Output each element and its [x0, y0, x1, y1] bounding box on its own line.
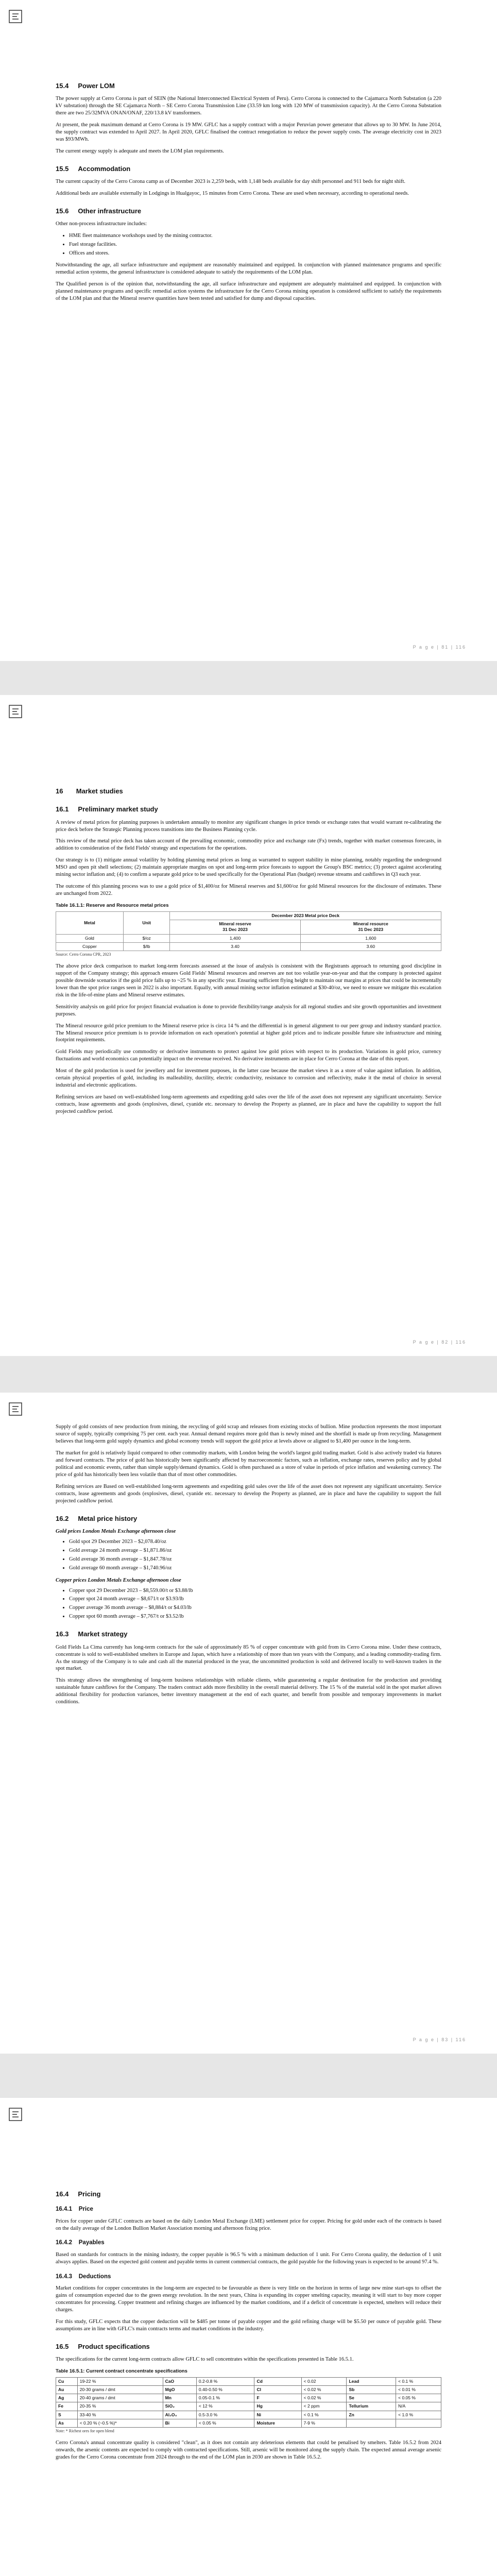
table-cell: MgO: [163, 2385, 196, 2394]
table-cell: < 0.05 %: [396, 2394, 441, 2402]
paragraph: The outcome of this planning process was to use a gold price of $1,400/oz for Mineral reserves and $1,600/oz for gold Mineral resources for the disclosure of estimates. These are unchanged from 2022.: [56, 884, 441, 897]
table-cell: N/A: [396, 2402, 441, 2411]
table-row: [56, 2402, 441, 2411]
subsection-heading: 16.4.1 Price: [56, 2206, 93, 2213]
list-item: • Gold spot 29 December 2023 – $2,078.40/oz: [69, 1538, 441, 1546]
table-cell: 0.05-0.1 %: [196, 2394, 254, 2402]
table-caption: Table 16.1.1: Reserve and Resource metal prices: [56, 903, 169, 909]
table-cell: As: [56, 2419, 78, 2428]
table-cell: 0.5-3.0 %: [196, 2411, 254, 2419]
table-cell: < 0.02: [301, 2377, 347, 2385]
section-heading: 16.3 Market strategy: [56, 1630, 128, 1638]
paragraph: Cerro Corona's annual concentrate quality is considered "clean", as it does not contain any deleterious elements that could be penalised by smelters. Table 16.5.2 from 2024 onwards, the arsenic contents are expected to comply with contracted specifications. Still, arsenic will be monitored along the supply chain. The expected annual average arsenic grades for the Cerro Corona concentrate from 2024 through to the end of the LOM plan in 2030 are shown in Table 16.5.2.: [56, 2439, 441, 2460]
table-cell: < 0.1 %: [396, 2377, 441, 2385]
table-cell: Tellurium: [347, 2402, 396, 2411]
table-header: Mineral reserve 31 Dec 2023: [170, 920, 300, 935]
table-cell: $/lb: [123, 942, 170, 951]
paragraph: Sensitivity analysis on gold price for project financial evaluation is done to provide flexibility/range analysis for all regional studies and site growth opportunities and investment purposes.: [56, 1004, 441, 1017]
subsection-heading: 16.4.2 Payables: [56, 2240, 105, 2246]
paragraph: The market for gold is relatively liquid compared to other commodity markets, with London being the world's largest gold trading market. Gold is also actively traded via futures and forward contracts. The price of gold has historically been significantly affected by macroeconomic factors, such as inflation, exchange rates, reserves policy and by global political and economic events, rather than simple supply/demand dynamics. Gold is often purchased as a store of value in periods of price inflation and weakening currency. The price of gold has historically been less volatile than that of most other commodities.: [56, 1450, 441, 1478]
section-heading: 16.2 Metal price history: [56, 1514, 138, 1522]
paragraph: At present, the peak maximum demand at Cerro Corona is 19 MW. GFLC has a supply contract with a major Peruvian power generator that allows up to 30 MW. In June 2014, the supply contract was extended to April 2027. In April 2020, GFLC finalised the contract renegotiation to reduce the power supply costs. The average electricity cost in 2023 was $93/MWh.: [56, 122, 441, 143]
table-cell: 20-35 %: [77, 2402, 163, 2411]
paragraph: This strategy allows the strengthening of long-term business relationships with reliable clients, while guaranteeing a regular destination for the production and providing sustainable future cashflows for the Company. The traders contract adds more flexibility in the overall material delivery. The 15 % of the material sold in the spot market allows additional flexibility for production variances, better inventory management at the end of each quarter, and benefit from possible and temporary improvements in market conditions.: [56, 1677, 441, 1705]
concentrate-spec-table: [56, 2377, 441, 2428]
table-cell: Lead: [347, 2377, 396, 2385]
gold-fields-logo-icon: [8, 9, 23, 24]
paragraph: The Qualified person is of the opinion that, notwithstanding the age, all surface infrastructure and equipment are adequately maintained and equipped. In conjunction with planned maintenance programs and specific remedial action systems the infrastructure for the Cerro Corona mining operation is considered sufficient to satisfy the requirements of the LOM plan and that the Mineral reserve quantities have been tested and satisfied for dump and disposal capacities.: [56, 281, 441, 302]
section-heading: 15.4 Power LOM: [56, 82, 115, 90]
table-cell: 33-40 %: [77, 2411, 163, 2419]
table-cell: 0.2-0.8 %: [196, 2377, 254, 2385]
gold-fields-logo-icon: [8, 704, 23, 719]
chapter-heading: 16 Market studies: [56, 787, 123, 795]
table-caption: Table 16.5.1: Current contract concentrate specifications: [56, 2368, 187, 2374]
table-cell: < 1.0 %: [396, 2411, 441, 2419]
table-row: [56, 2385, 441, 2394]
table-cell: < 12 %: [196, 2402, 254, 2411]
table-cell: 20-40 grams / dmt: [77, 2394, 163, 2402]
page-number: P a g e | 81 | 116: [413, 645, 466, 650]
table-header: Unit: [123, 911, 170, 934]
table-cell: Ag: [56, 2394, 78, 2402]
table-cell: Au: [56, 2385, 78, 2394]
paragraph: The above price deck comparison to market long-term forecasts assessed at the issue of analysis is consistent with the Registrants approach to returning good discipline in support of the Company strategy; this approach ensures Gold Fields' Mineral resources and reserves are not too volatile year-on-year and that the company is protected against possible downside scenarios if the gold price falls up to ~25 % in any specific year. Ensuring sufficient flying height to maintain our margins at prices that could be incrementally lower than the spot price ranges seen in 2022 is also important. Equally, with annual mining sector inflation estimated at $30-40/oz, we need to ensure we mitigate this escalation risk in the life-of-mine plans and Mineral reserve estimates.: [56, 963, 441, 998]
list-item: • HME fleet maintenance workshops used by the mining contractor.: [69, 232, 441, 240]
table-cell: 3.60: [300, 942, 441, 951]
section-heading: 16.5 Product specifications: [56, 2342, 150, 2350]
list-item: • Offices and stores.: [69, 250, 441, 257]
section-heading: 16.1 Preliminary market study: [56, 805, 158, 814]
table-row: [56, 2394, 441, 2402]
page-4: [0, 2098, 497, 2576]
paragraph: Most of the gold production is used for jewellery and for investment purposes, in the latter case because the market views it as a store of value against inflation. In addition, certain physical properties of gold, including its malleability, ductility, electric conductivity, resistance to corrosion and reflectivity, make it the metal of choice in several industrial and electronic applications.: [56, 1068, 441, 1089]
table-row: [56, 2419, 441, 2428]
subsection-heading: 16.4.3 Deductions: [56, 2273, 111, 2280]
list-item: • Copper average 36 month average – $8,884/t or $4.03/lb: [69, 1604, 441, 1612]
table-cell: [347, 2419, 396, 2428]
paragraph: The specifications for the current long-term contracts allow GFLC to sell concentrates within the specifications presented in Table 16.5.1.: [56, 2356, 354, 2362]
table-cell: [396, 2419, 441, 2428]
list-item: • Copper spot 60 month average – $7,767/t or $3.52/lb: [69, 1613, 441, 1620]
list-item: • Gold average 60 month average – $1,740.96/oz: [69, 1565, 441, 1572]
paragraph: Based on standards for contracts in the mining industry, the copper payable is 96.5 % with a minimum deduction of 1 unit. For Cerro Corona quality, the deduction of 1 unit always applies. Based on the expected gold content and payable terms in current commercial contracts, the gold payable for the following years is expected to be around 97.4 %.: [56, 2251, 441, 2265]
page-1: [0, 0, 497, 661]
gold-fields-logo-icon: [8, 2107, 23, 2122]
table-cell: Sb: [347, 2385, 396, 2394]
page-number: P a g e | 82 | 116: [413, 1340, 466, 1345]
table-cell: 1,600: [300, 934, 441, 942]
table-cell: 0.40-0.50 %: [196, 2385, 254, 2394]
table-cell: 3.40: [170, 942, 300, 951]
list-item: • Gold average 36 month average – $1,847.78/oz: [69, 1556, 441, 1563]
table-cell: SiO₂: [163, 2402, 196, 2411]
table-cell: 19-22 %: [77, 2377, 163, 2385]
table-cell: CaO: [163, 2377, 196, 2385]
list-item: • Copper spot 24 month average – $8,671/t or $3.93/lb: [69, 1596, 441, 1603]
table-cell: Gold: [56, 934, 124, 942]
table-header: December 2023 Metal price Deck: [170, 911, 441, 920]
table-cell: Bi: [163, 2419, 196, 2428]
paragraph: A review of metal prices for planning purposes is undertaken annually to monitor any significant changes in price trends or exchange rates that would warrant re-calibrating the price deck before the Strategic Planning process transitions into the Business Planning cycle.: [56, 819, 441, 833]
paragraph: Gold Fields La Cima currently has long-term contracts for the sale of approximately 85 % of copper concentrate with gold from its Cerro Corona mine. Under these contracts, concentrate is sold to well-established smelters in Europe and Japan, which have a relationship of more than ten years with the Company, and a leading commodity-trading firm. As the strategy of the Company is to sale and cash all the material produced in the year, the uncommitted production is sold and delivered locally to well-known traders in the spot market.: [56, 1644, 441, 1672]
table-row: [56, 934, 441, 942]
table-cell: Al₂O₃: [163, 2411, 196, 2419]
section-heading: 15.5 Accommodation: [56, 164, 131, 173]
table-cell: < 0.01 %: [396, 2385, 441, 2394]
table-cell: 20-30 grams / dmt: [77, 2385, 163, 2394]
table-cell: $/oz: [123, 934, 170, 942]
table-cell: Hg: [254, 2402, 301, 2411]
paragraph: Other non-process infrastructure includes:: [56, 221, 147, 227]
subheading: Gold prices London Metals Exchange afternoon close: [56, 1528, 176, 1534]
table-cell: < 0.05 %: [196, 2419, 254, 2428]
table-header: Mineral resource 31 Dec 2023: [300, 920, 441, 935]
table-cell: F: [254, 2394, 301, 2402]
table-cell: Cd: [254, 2377, 301, 2385]
table-cell: < 2 ppm: [301, 2402, 347, 2411]
bullet-list: [56, 1587, 441, 1621]
table-cell: 7-9 %: [301, 2419, 347, 2428]
table-cell: Ni: [254, 2411, 301, 2419]
paragraph: Prices for copper under GFLC contracts are based on the daily London Metal Exchange (LME) settlement price for copper. Pricing for gold under each of the contracts is based on the daily average of the London Bullion Market Association morning and afternoon fixing price.: [56, 2218, 441, 2231]
paragraph: Refining services are based on well-established long-term agreements and expediting gold sales over the life of the asset does not represent any significant uncertainty. Service contracts, lease agreements and goods (explosives, diesel, cyanide etc. necessary to develop the Property as planned, are in place and have the capability to support the full projected cashflow period.: [56, 1094, 441, 1115]
paragraph: Our strategy is to (1) mitigate annual volatility by holding planning metal prices as long as warranted to support stability in mine planning, notably regarding the underground MSO and open pit shell selections; (2) maintain appropriate margins on spot and long-term price forecasts to support the Group's BSC metrics; (3) protect against accelerating mining sector inflation and; (4) to confirm a separate gold price to be used specifically for the Operational Plan (budget) revenue streams and cashflows in Q3 each year.: [56, 857, 441, 878]
page-3: [0, 1393, 497, 2054]
paragraph: This review of the metal price deck has taken account of the prevailing economic, commodity price and exchange rate (Fx) trends, together with market consensus forecasts, in addition to consideration of the field Fields' strategy and expectations for the operations.: [56, 838, 441, 852]
table-source: Source: Cerro Corona CPR, 2023: [56, 952, 111, 957]
gold-fields-logo-icon: [8, 1401, 23, 1417]
table-cell: < 0.20 % (~0.5 %)*: [77, 2419, 163, 2428]
table-cell: Fe: [56, 2402, 78, 2411]
table-cell: Moisture: [254, 2419, 301, 2428]
table-row: [56, 2377, 441, 2385]
paragraph: Supply of gold consists of new production from mining, the recycling of gold scrap and releases from existing stocks of bullion. Mine production represents the most important source of supply, typically comprising 75 per cent. each year. Annual demand requires more gold than is newly mined and the shortfall is made up from recycling. Management believes that long-term gold supply dynamics and global economy trends will support the gold price at levels above or aligned to $1,400 per ounce in the long-term.: [56, 1424, 441, 1444]
paragraph: Notwithstanding the age, all surface infrastructure and equipment are reasonably maintained and equipped. In conjunction with planned maintenance programs and specific remedial action systems, the general infrastructure is considered adequate to satisfy the requirements of the LOM plan.: [56, 262, 441, 276]
bullet-list: [56, 1538, 441, 1572]
paragraph: Gold Fields may periodically use commodity or derivative instruments to protect against low gold prices with respect to its production. Variations in gold price, currency fluctuations and world economics can potentially impact on the revenue received. No derivative instruments are in place for Cerro Corona at the date of this report.: [56, 1049, 441, 1062]
paragraph: The current capacity of the Cerro Corona camp as of December 2023 is 2,259 beds, with 1,148 beds available for day shift personnel and 911 beds for night shift.: [56, 179, 406, 185]
page-2: [0, 695, 497, 1356]
table-cell: Cu: [56, 2377, 78, 2385]
page-number: P a g e | 83 | 116: [413, 2037, 466, 2042]
paragraph: Additional beds are available externally in Lodgings in Hualgayoc, 15 minutes from Cerro Corona. These are used when necessary, according to operational needs.: [56, 191, 409, 197]
table-note: Note: * Richest ores for open blend: [56, 2429, 114, 2434]
table-cell: < 0.02 %: [301, 2385, 347, 2394]
metal-price-table: [56, 911, 441, 951]
section-heading: 15.6 Other infrastructure: [56, 207, 142, 215]
table-cell: < 0.1 %: [301, 2411, 347, 2419]
bullet-list: [56, 232, 441, 257]
table-row: [56, 942, 441, 951]
paragraph: Refining services are Based on well-established long-term agreements and expediting gold sales over the life of the asset does not represent any significant uncertainty. Service contracts, lease agreements and goods (explosives, diesel, cyanide etc. necessary to develop the Property as planned, are in place and have the capability to support the full projected cashflow period.: [56, 1483, 441, 1504]
list-item: • Gold average 24 month average – $1,871.86/oz: [69, 1547, 441, 1554]
table-cell: Cl: [254, 2385, 301, 2394]
paragraph: The Mineral resource gold price premium to the Mineral reserve price is circa 14 % and the differential is in general alignment to our peer group and industry standard practice. The Mineral resource price premium is to provide information on each operation's potential at higher gold prices and to indicate possible future site infrastructure and mining footprint requirements.: [56, 1023, 441, 1043]
section-heading: 16.4 Pricing: [56, 2190, 101, 2198]
paragraph: The power supply at Cerro Corona is part of SEIN (the National Interconnected Electrical System of Peru). Cerro Corona is connected to the Cajamarca North Substation (a 220 kV substation) through the SE Cajamarca North – SE Cerro Corona Transmission Line (33.59 km long with 120 MW of transmission capacity). At the Cerro Corona Substation there are two 25/32MVA ONAN/ONAF, 220/13.8 kV transformers.: [56, 96, 441, 116]
list-item: • Copper spot 29 December 2023 – $8,559.00/t or $3.88/lb: [69, 1587, 441, 1595]
table-cell: Se: [347, 2394, 396, 2402]
paragraph: Market conditions for copper concentrates in the long-term are expected to be favourable as there is very little on the horizon in terms of large new mine start-ups to offset the gains of consumption expected due to the green energy revolution. In the next years, China is expanding its copper smelting capacity, meaning it will start to buy more copper concentrates for processing. Copper treatment and refining charges are influenced by the market conditions, and if a deficit of concentrate is expected, smelters will reduce their charges.: [56, 2285, 441, 2313]
table-header: Metal: [56, 911, 124, 934]
table-cell: Zn: [347, 2411, 396, 2419]
table-cell: < 0.02 %: [301, 2394, 347, 2402]
table-cell: Copper: [56, 942, 124, 951]
table-cell: Mn: [163, 2394, 196, 2402]
table-cell: 1,400: [170, 934, 300, 942]
table-row: [56, 2411, 441, 2419]
paragraph: The current energy supply is adequate and meets the LOM plan requirements.: [56, 148, 224, 154]
list-item: • Fuel storage facilities.: [69, 241, 441, 248]
table-cell: S: [56, 2411, 78, 2419]
subheading: Copper prices London Metals Exchange afternoon close: [56, 1577, 181, 1583]
paragraph: For this study, GFLC expects that the copper deduction will be $485 per tonne of payable copper and the gold refining charge will be $5.50 per ounce of payable gold. These assumptions are in line with GFLC's main contracts terms and market conditions in the industry.: [56, 2318, 441, 2332]
